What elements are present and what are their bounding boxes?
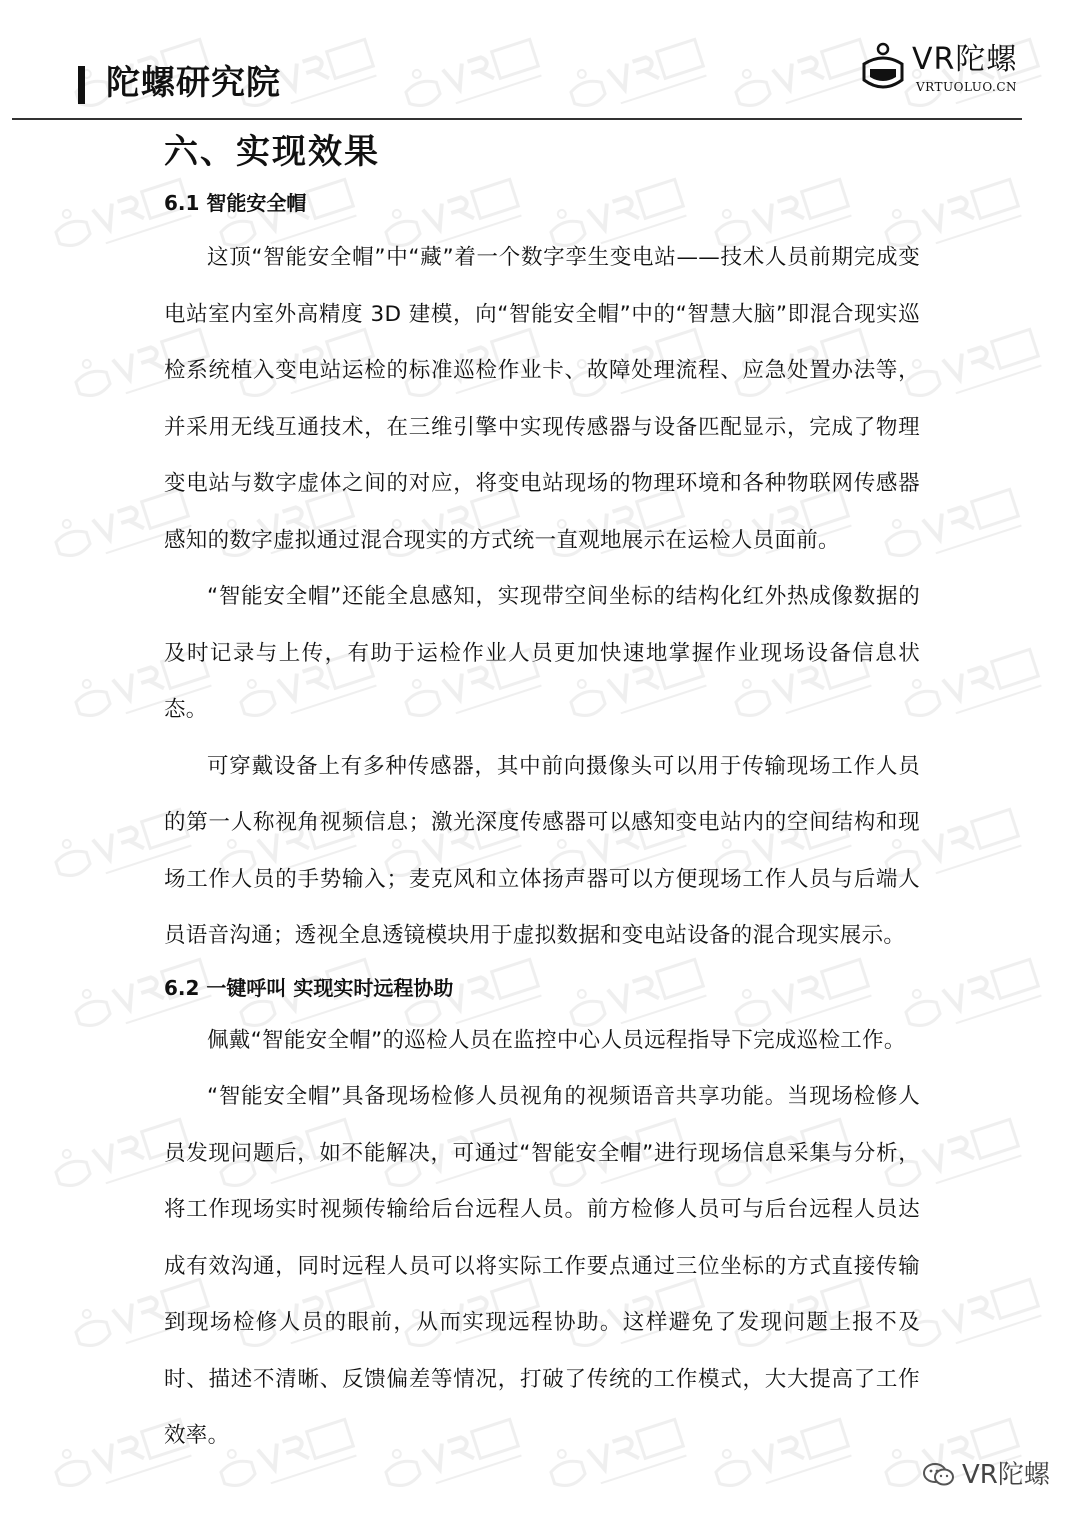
paragraph: 这顶“智能安全帽”中“藏”着一个数字孪生变电站——技术人员前期完成变电站室内室外高精度 3D 建模，向“智能安全帽”中的“智慧大脑”即混合现实巡检系统植入变电站运检的标准巡检作业卡、故障处理流程、应急处置办法等，并采用无线互通技术，在三维引擎中实现传感器与设备匹配显示，完成了物理变电站与数字虚体之间的对应，将变电站现场的物理环境和各种物联网传感器感知的数字虚拟通过混合现实的方式统一直观地展示在运检人员面前。 bbox=[164, 245, 920, 553]
brand-logo bbox=[858, 40, 1028, 102]
subsection-heading: 6.2 一键呼叫 实现实时远程协助 bbox=[164, 975, 454, 1000]
wechat-label: VR陀螺 bbox=[962, 1460, 1050, 1490]
paragraph: “智能安全帽”具备现场检修人员视角的视频语音共享功能。当现场检修人员发现问题后，如不能解决，可通过“智能安全帽”进行现场信息采集与分析，将工作现场实时视频传输给后台远程人员。前方检修人员可与后台远程人员达成有效沟通，同时远程人员可以将实际工作要点通过三位坐标的方式直接传输到现场检修人员的眼前，从而实现远程协助。这样避免了发现问题上报不及时、描述不清晰、反馈偏差等情况，打破了传统的工作模式，大大提高了工作效率。 bbox=[164, 1084, 920, 1448]
header-accent-bar bbox=[78, 66, 85, 104]
wechat-icon bbox=[922, 1461, 956, 1489]
page-header bbox=[0, 0, 1080, 122]
headset-logo-icon bbox=[858, 42, 908, 98]
wechat-source-badge bbox=[922, 1455, 1050, 1495]
header-divider bbox=[12, 118, 1022, 120]
header-title: 陀螺研究院 bbox=[106, 63, 281, 103]
document-body bbox=[164, 128, 920, 1465]
paragraph: 佩戴“智能安全帽”的巡检人员在监控中心人员远程指导下完成巡检工作。 bbox=[207, 1027, 906, 1053]
brand-name: VR陀螺 bbox=[912, 42, 1018, 77]
paragraph: 可穿戴设备上有多种传感器，其中前向摄像头可以用于传输现场工作人员的第一人称视角视频信息；激光深度传感器可以感知变电站内的空间结构和现场工作人员的手势输入；麦克风和立体扬声器可以方便现场工作人员与后端人员语音沟通；透视全息透镜模块用于虚拟数据和变电站设备的混合现实展示。 bbox=[164, 753, 920, 948]
section-title: 六、实现效果 bbox=[164, 132, 380, 172]
paragraph: “智能安全帽”还能全息感知，实现带空间坐标的结构化红外热成像数据的及时记录与上传，有助于运检作业人员更加快速地掌握作业现场设备信息状态。 bbox=[164, 584, 920, 722]
subsection-heading: 6.1 智能安全帽 bbox=[164, 191, 307, 215]
brand-url: VRTUOLUO.CN bbox=[916, 80, 1018, 94]
